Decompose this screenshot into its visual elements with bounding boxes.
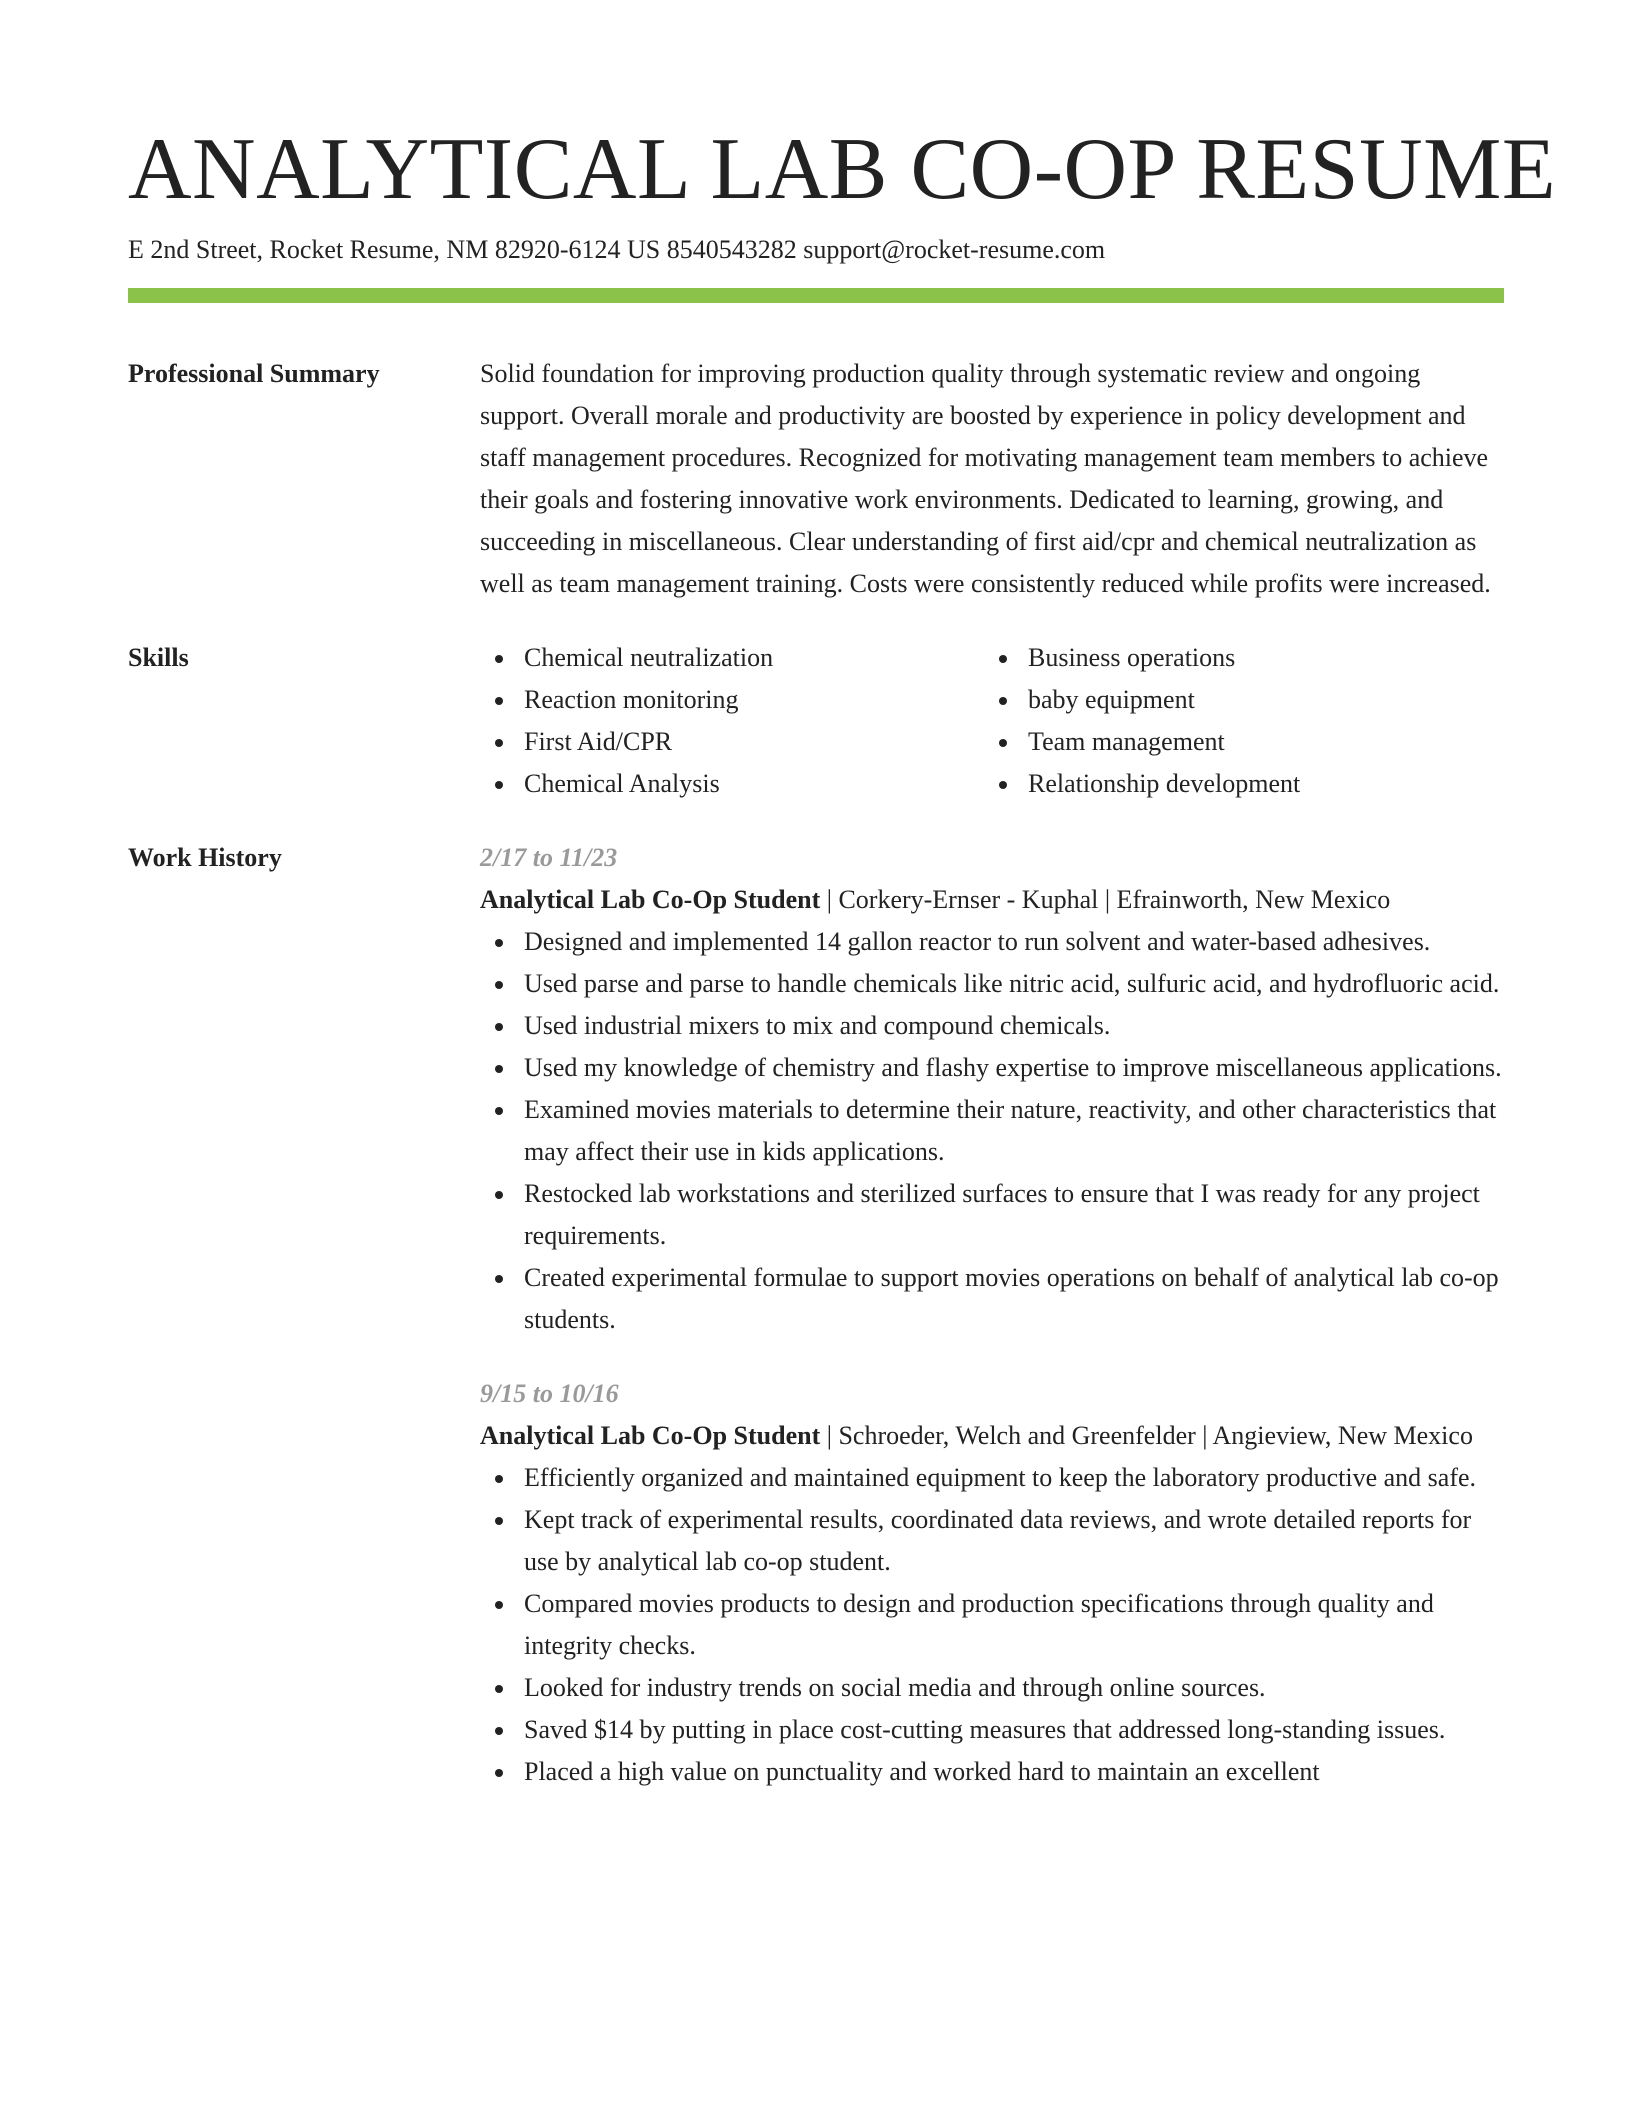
skills-heading: Skills — [128, 643, 189, 672]
skill-item: Relationship development — [984, 763, 1488, 805]
skill-item: First Aid/CPR — [480, 721, 984, 763]
duty-item: Used my knowledge of chemistry and flashy expertise to improve miscellaneous applications. — [480, 1047, 1504, 1089]
job-dates: 9/15 to 10/16 — [480, 1379, 619, 1408]
resume-title: ANALYTICAL LAB CO-OP RESUME — [128, 121, 1557, 218]
skill-item: Chemical Analysis — [480, 763, 984, 805]
duty-item: Restocked lab workstations and sterilized surfaces to ensure that I was ready for any project requirements. — [480, 1173, 1504, 1257]
summary-section — [128, 353, 1504, 605]
summary-heading: Professional Summary — [128, 359, 380, 388]
duty-item: Saved $14 by putting in place cost-cutting measures that addressed long-standing issues. — [480, 1709, 1504, 1751]
duty-item: Looked for industry trends on social media and through online sources. — [480, 1667, 1504, 1709]
skill-item: Business operations — [984, 637, 1488, 679]
header-divider — [128, 288, 1504, 303]
duty-item: Designed and implemented 14 gallon reactor to run solvent and water-based adhesives. — [480, 921, 1504, 963]
duty-item: Created experimental formulae to support movies operations on behalf of analytical lab co-op students. — [480, 1257, 1504, 1341]
work-history-section — [128, 837, 1504, 1793]
duty-item: Used parse and parse to handle chemicals like nitric acid, sulfuric acid, and hydrofluoric acid. — [480, 963, 1504, 1005]
duty-item: Used industrial mixers to mix and compound chemicals. — [480, 1005, 1504, 1047]
duty-item: Efficiently organized and maintained equipment to keep the laboratory productive and safe. — [480, 1457, 1504, 1499]
job-duties — [480, 921, 1504, 1341]
skill-item: Chemical neutralization — [480, 637, 984, 679]
job-entry — [480, 837, 1504, 1341]
skills-column-left — [480, 637, 984, 805]
job-title-line — [480, 879, 1504, 921]
job-title: Analytical Lab Co-Op Student — [480, 1421, 821, 1450]
job-title-line — [480, 1415, 1504, 1457]
job-employer-location: | Corkery-Ernser - Kuphal | Efrainworth, New Mexico — [820, 885, 1391, 914]
job-dates: 2/17 to 11/23 — [480, 843, 618, 872]
job-title: Analytical Lab Co-Op Student — [480, 885, 821, 914]
job-entry — [480, 1373, 1504, 1793]
skill-item: Team management — [984, 721, 1488, 763]
contact-line: E 2nd Street, Rocket Resume, NM 82920-6124 US 8540543282 support@rocket-resume.com — [128, 235, 1106, 264]
duty-item: Kept track of experimental results, coordinated data reviews, and wrote detailed reports for use by analytical lab co-op student. — [480, 1499, 1504, 1583]
skill-item: Reaction monitoring — [480, 679, 984, 721]
duty-item: Placed a high value on punctuality and worked hard to maintain an excellent — [480, 1751, 1504, 1793]
skills-column-right — [984, 637, 1488, 805]
job-duties — [480, 1457, 1504, 1793]
duty-item: Compared movies products to design and production specifications through quality and integrity checks. — [480, 1583, 1504, 1667]
skill-item: baby equipment — [984, 679, 1488, 721]
job-employer-location: | Schroeder, Welch and Greenfelder | Angieview, New Mexico — [820, 1421, 1473, 1450]
summary-text: Solid foundation for improving production quality through systematic review and ongoing support. Overall morale and productivity are boosted by experience in policy development and staff management procedures. Recognized for motivating management team members to achieve their goals and fostering innovative work environments. Dedicated to learning, growing, and succeeding in miscellaneous. Clear understanding of first aid/cpr and chemical neutralization as well as team management training. Costs were consistently reduced while profits were increased. — [480, 359, 1491, 598]
skills-section — [128, 637, 1504, 805]
skills-grid — [480, 637, 1504, 805]
resume-page — [128, 121, 1557, 1793]
duty-item: Examined movies materials to determine their nature, reactivity, and other characteristics that may affect their use in kids applications. — [480, 1089, 1504, 1173]
work-history-heading: Work History — [128, 843, 282, 872]
